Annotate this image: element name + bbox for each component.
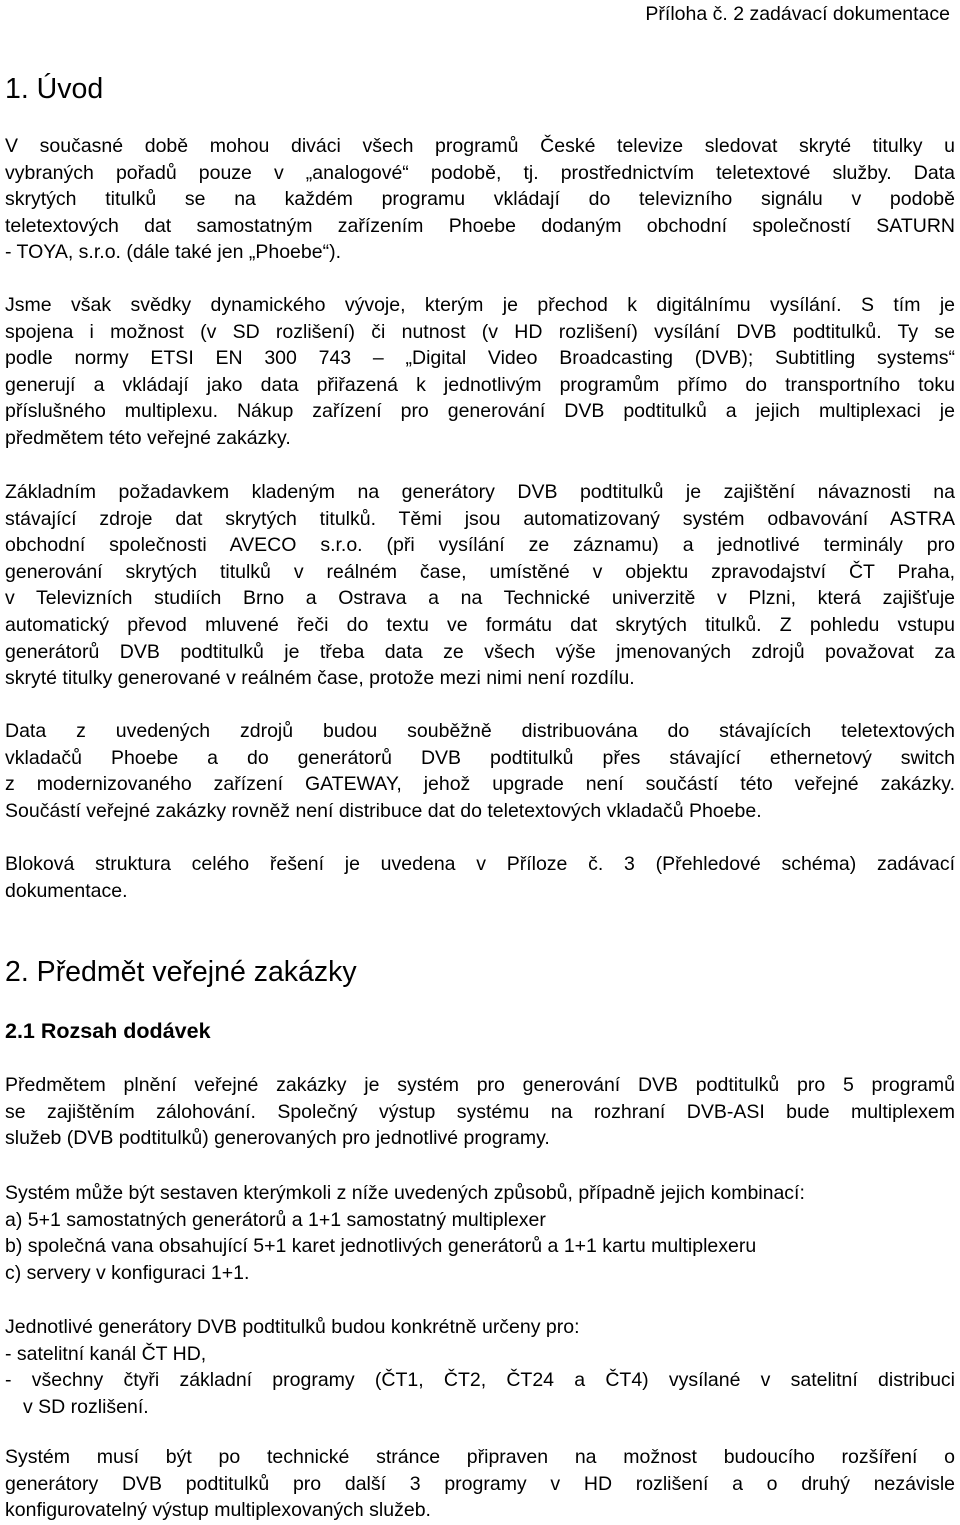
text-line: Jsme však svědky dynamického vývoje, kterým je přechod k digitálnímu vysílání. S tím je <box>5 294 955 316</box>
text-line: podle normy ETSI EN 300 743 – „Digital Video Broadcasting (DVB); Subtitling systems“ <box>5 347 955 370</box>
text-line: předmětem této veřejné zakázky. <box>5 426 291 449</box>
text-line: generování skrytých titulků v reálném čase, umístěné v objektu zpravodajství ČT Praha, <box>5 560 955 583</box>
text-line: teletextových dat samostatným zařízením Phoebe dodaným obchodní společností SATURN <box>5 214 955 237</box>
text-line: obchodní společnosti AVECO s.r.o. (při vysílání ze záznamu) a jednotlivé terminály pro <box>5 534 955 557</box>
text-line: skrytých titulků se na každém programu vkládají do televizního signálu v podobě <box>5 188 955 211</box>
text-line: Jednotlivé generátory DVB podtitulků budou konkrétně určeny pro: <box>5 1316 580 1338</box>
text-line: v Televizních studiích Brno a Ostrava a na Technické univerzitě v Plzni, která zajišťuje <box>5 587 955 610</box>
section-2-paragraph-1 <box>5 1072 955 1152</box>
text-line: vybraných pořadů pouze v „analogové“ podobě, tj. prostřednictvím teletextové služby. Data <box>5 161 955 184</box>
section-1-paragraph-3 <box>5 479 955 692</box>
list-item: - satelitní kanál ČT HD, <box>5 1342 207 1365</box>
text-line: Data z uvedených zdrojů budou souběžně distribuována do stávajících teletextových <box>5 720 955 742</box>
text-line: - TOYA, s.r.o. (dále také jen „Phoebe“). <box>5 241 341 264</box>
section-2-heading: 2. Předmět veřejné zakázky <box>5 956 357 988</box>
text-line: dokumentace. <box>5 879 128 902</box>
section-1-heading: 1. Úvod <box>5 73 104 105</box>
section-2-paragraph-4 <box>5 1444 955 1524</box>
section-1-paragraph-2 <box>5 292 955 452</box>
page-header: Příloha č. 2 zadávací dokumentace <box>645 3 950 25</box>
text-line: Bloková struktura celého řešení je uvedena v Příloze č. 3 (Přehledové schéma) zadávací <box>5 853 955 875</box>
text-line: vkladačů Phoebe a do generátorů DVB podtitulků přes stávající ethernetový switch <box>5 746 955 769</box>
text-line: Předmětem plnění veřejné zakázky je systém pro generování DVB podtitulků pro 5 programů <box>5 1074 955 1096</box>
section-2-paragraph-3 <box>5 1314 955 1420</box>
section-2-paragraph-2 <box>5 1180 955 1286</box>
text-line: Základním požadavkem kladeným na generátory DVB podtitulků je zajištění návaznosti na <box>5 481 955 503</box>
text-line: generátorů DVB podtitulků je třeba data ze všech výše jmenovaných zdrojů považovat za <box>5 640 955 663</box>
text-line: generátory DVB podtitulků pro další 3 programy v HD rozlišení a o druhý nezávisle <box>5 1472 955 1495</box>
list-item: c) servery v konfiguraci 1+1. <box>5 1261 250 1284</box>
text-line: stávající zdroje dat skrytých titulků. Těmi jsou automatizovaný systém odbavování ASTRA <box>5 507 955 530</box>
text-line: Systém musí být po technické stránce připraven na možnost budoucího rozšíření o <box>5 1446 955 1468</box>
text-line: automatický převod mluvené řeči do textu ve formátu dat skrytých titulků. Z pohledu vstupu <box>5 613 955 636</box>
section-1-paragraph-5 <box>5 851 955 904</box>
text-line: z modernizovaného zařízení GATEWAY, jehož upgrade není součástí této veřejné zakázky. <box>5 773 955 796</box>
text-line: V současné době mohou diváci všech programů České televize sledovat skryté titulky u <box>5 135 955 157</box>
list-item: b) společná vana obsahující 5+1 karet jednotlivých generátorů a 1+1 kartu multiplexeru <box>5 1235 757 1258</box>
text-line: Součástí veřejné zakázky rovněž není distribuce dat do teletextových vkladačů Phoebe. <box>5 799 762 822</box>
text-line: skryté titulky generované v reálném čase, protože mezi nimi není rozdílu. <box>5 667 635 690</box>
list-item: a) 5+1 samostatných generátorů a 1+1 samostatný multiplexer <box>5 1208 546 1231</box>
text-line: generují a vkládají jako data přiřazená k jednotlivým programům přímo do transportního toku <box>5 373 955 396</box>
text-line: příslušného multiplexu. Nákup zařízení pro generování DVB podtitulků a jejich multiplexaci je <box>5 400 955 423</box>
text-line: spojena i možnost (v SD rozlišení) či nutnost (v HD rozlišení) vysílání DVB podtitulků. Ty se <box>5 320 955 343</box>
section-1-paragraph-4 <box>5 718 955 824</box>
list-item-continuation: v SD rozlišení. <box>23 1395 149 1418</box>
text-line: služeb (DVB podtitulků) generovaných pro jednotlivé programy. <box>5 1127 550 1150</box>
text-line: Systém může být sestaven kterýmkoli z níže uvedených způsobů, případně jejich kombinací: <box>5 1182 805 1204</box>
text-line: se zajištěním zálohování. Společný výstup systému na rozhraní DVB-ASI bude multiplexem <box>5 1100 955 1123</box>
text-line: konfigurovatelný výstup multiplexovaných služeb. <box>5 1499 431 1522</box>
subsection-2-1-heading: 2.1 Rozsah dodávek <box>5 1019 211 1043</box>
list-item: - všechny čtyři základní programy (ČT1, ČT2, ČT24 a ČT4) vysílané v satelitní distribuci <box>5 1369 955 1392</box>
section-1-paragraph-1 <box>5 133 955 266</box>
